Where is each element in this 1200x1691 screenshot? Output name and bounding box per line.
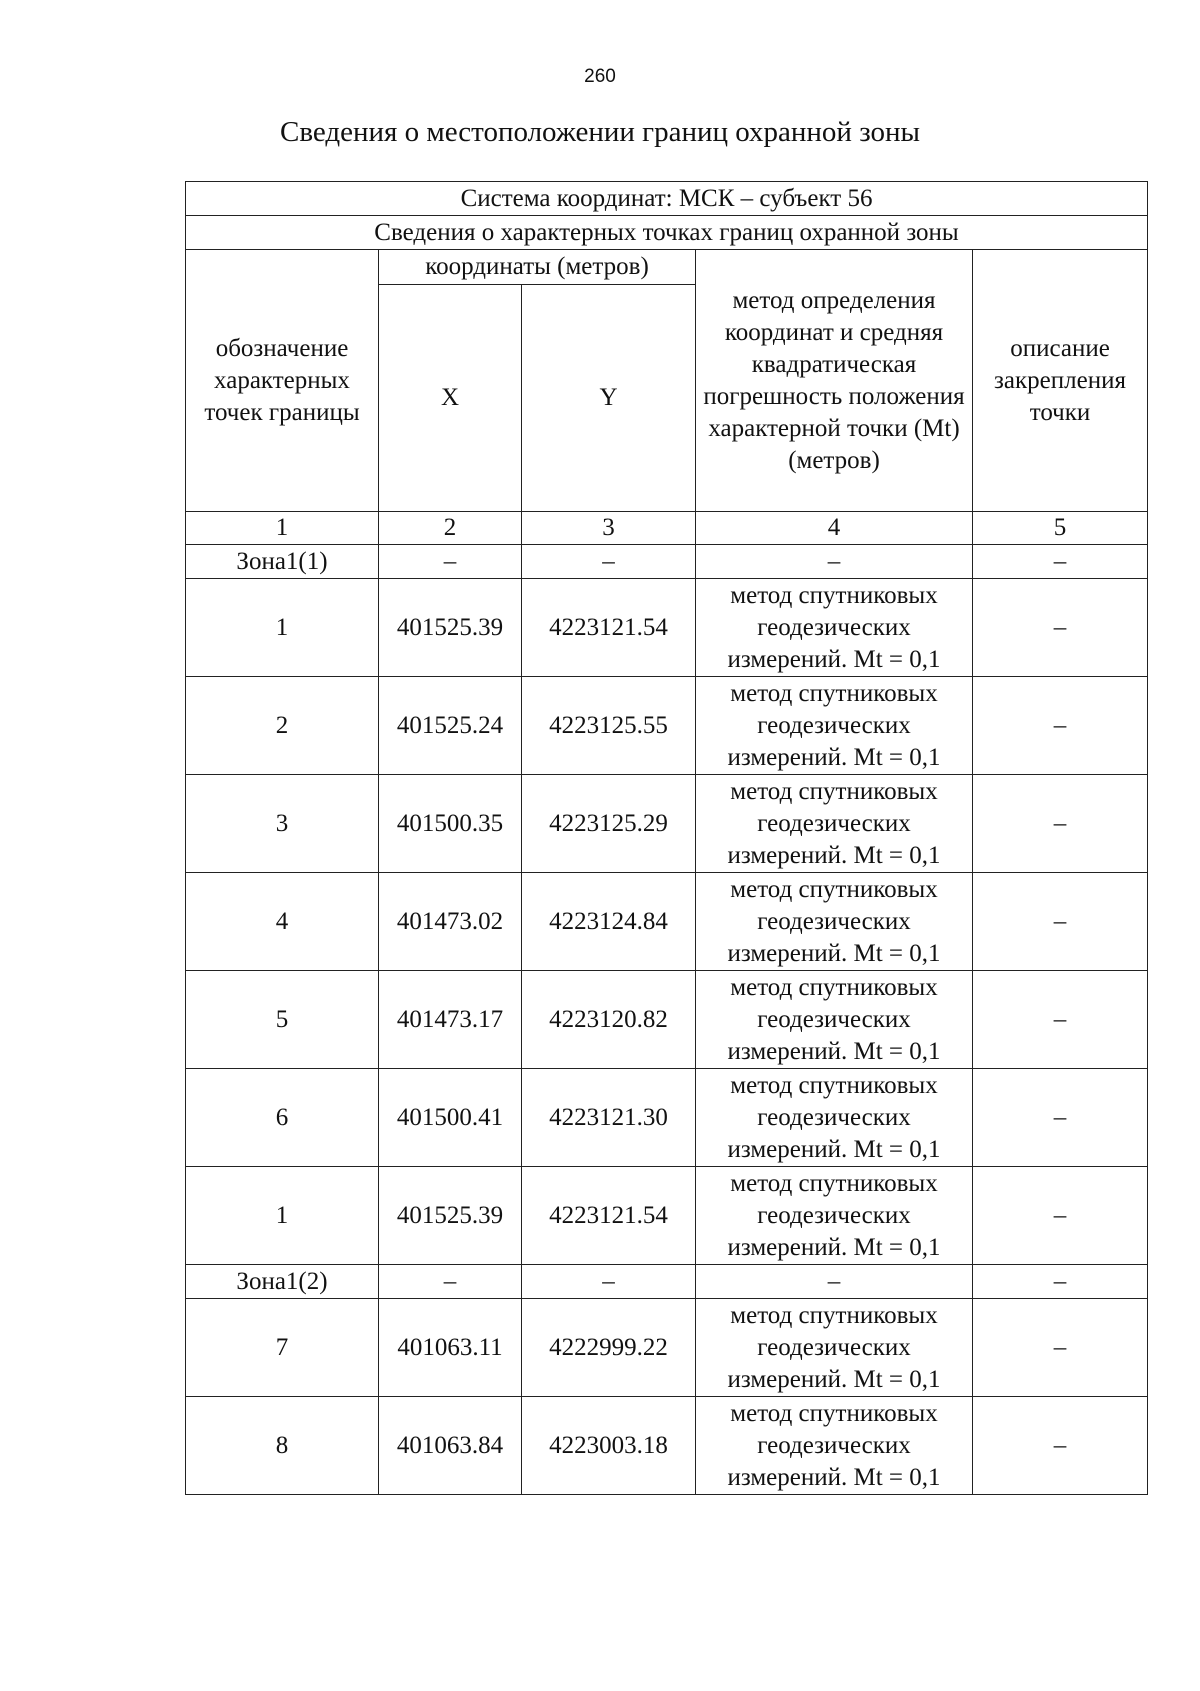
point-y: 4223121.30 [522,1069,696,1167]
table-row [186,1299,1148,1397]
point-id: 2 [186,677,379,775]
table-row [186,775,1148,873]
point-description: – [973,873,1148,971]
point-id: 5 [186,971,379,1069]
column-number: 5 [973,512,1148,545]
point-description: – [973,1397,1148,1495]
zone-y: – [522,1265,696,1299]
point-y: 4223124.84 [522,873,696,971]
point-y: 4223121.54 [522,579,696,677]
coordinate-system-row [186,182,1148,216]
point-method: метод спутниковых геодезических измерений. Mt = 0,1 [696,1397,973,1495]
boundary-points-table [185,181,1148,1495]
header-method: метод определения координат и средняя квадратическая погрешность положения характерной точки (Mt) (метров) [696,250,973,512]
zone-label: Зона1(1) [186,545,379,579]
page-number: 260 [584,66,616,87]
point-method: метод спутниковых геодезических измерений. Mt = 0,1 [696,677,973,775]
point-x: 401063.84 [379,1397,522,1495]
zone-method: – [696,545,973,579]
point-id: 7 [186,1299,379,1397]
point-method: метод спутниковых геодезических измерений. Mt = 0,1 [696,1299,973,1397]
coordinate-system-cell: Система координат: МСК – субъект 56 [186,182,1148,216]
zone-label: Зона1(2) [186,1265,379,1299]
header-designation: обозначение характерных точек границы [186,250,379,512]
point-y: 4223003.18 [522,1397,696,1495]
column-number-row [186,512,1148,545]
point-method: метод спутниковых геодезических измерений. Mt = 0,1 [696,1069,973,1167]
table-row [186,873,1148,971]
point-method: метод спутниковых геодезических измерений. Mt = 0,1 [696,873,973,971]
point-method: метод спутниковых геодезических измерений. Mt = 0,1 [696,1167,973,1265]
column-number: 1 [186,512,379,545]
point-description: – [973,1167,1148,1265]
zone-method: – [696,1265,973,1299]
zone-y: – [522,545,696,579]
point-method: метод спутниковых геодезических измерений. Mt = 0,1 [696,971,973,1069]
point-id: 3 [186,775,379,873]
point-method: метод спутниковых геодезических измерений. Mt = 0,1 [696,579,973,677]
table-row [186,677,1148,775]
zone-description: – [973,1265,1148,1299]
point-y: 4222999.22 [522,1299,696,1397]
table-row [186,1069,1148,1167]
header-x: X [379,285,522,512]
zone-description: – [973,545,1148,579]
header-coordinates: координаты (метров) [379,250,696,285]
header-description: описание закрепления точки [973,250,1148,512]
table-row [186,579,1148,677]
point-x: 401500.41 [379,1069,522,1167]
point-id: 1 [186,579,379,677]
point-x: 401500.35 [379,775,522,873]
point-description: – [973,775,1148,873]
header-y: Y [522,285,696,512]
point-method: метод спутниковых геодезических измерений. Mt = 0,1 [696,775,973,873]
document-title: Сведения о местоположении границ охранной зоны [279,116,920,148]
point-y: 4223121.54 [522,1167,696,1265]
point-description: – [973,579,1148,677]
table-row [186,971,1148,1069]
point-x: 401063.11 [379,1299,522,1397]
section-title-cell: Сведения о характерных точках границ охранной зоны [186,216,1148,250]
point-id: 1 [186,1167,379,1265]
point-description: – [973,1299,1148,1397]
point-x: 401473.02 [379,873,522,971]
zone-row [186,545,1148,579]
point-id: 8 [186,1397,379,1495]
point-x: 401525.39 [379,1167,522,1265]
section-title-row [186,216,1148,250]
point-id: 4 [186,873,379,971]
point-description: – [973,677,1148,775]
point-description: – [973,971,1148,1069]
zone-x: – [379,545,522,579]
point-x: 401473.17 [379,971,522,1069]
column-number: 3 [522,512,696,545]
zone-row [186,1265,1148,1299]
point-y: 4223120.82 [522,971,696,1069]
table-row [186,1397,1148,1495]
point-y: 4223125.55 [522,677,696,775]
column-number: 4 [696,512,973,545]
point-description: – [973,1069,1148,1167]
point-y: 4223125.29 [522,775,696,873]
header-row [186,250,1148,285]
point-x: 401525.39 [379,579,522,677]
point-id: 6 [186,1069,379,1167]
zone-x: – [379,1265,522,1299]
table-row [186,1167,1148,1265]
column-number: 2 [379,512,522,545]
point-x: 401525.24 [379,677,522,775]
